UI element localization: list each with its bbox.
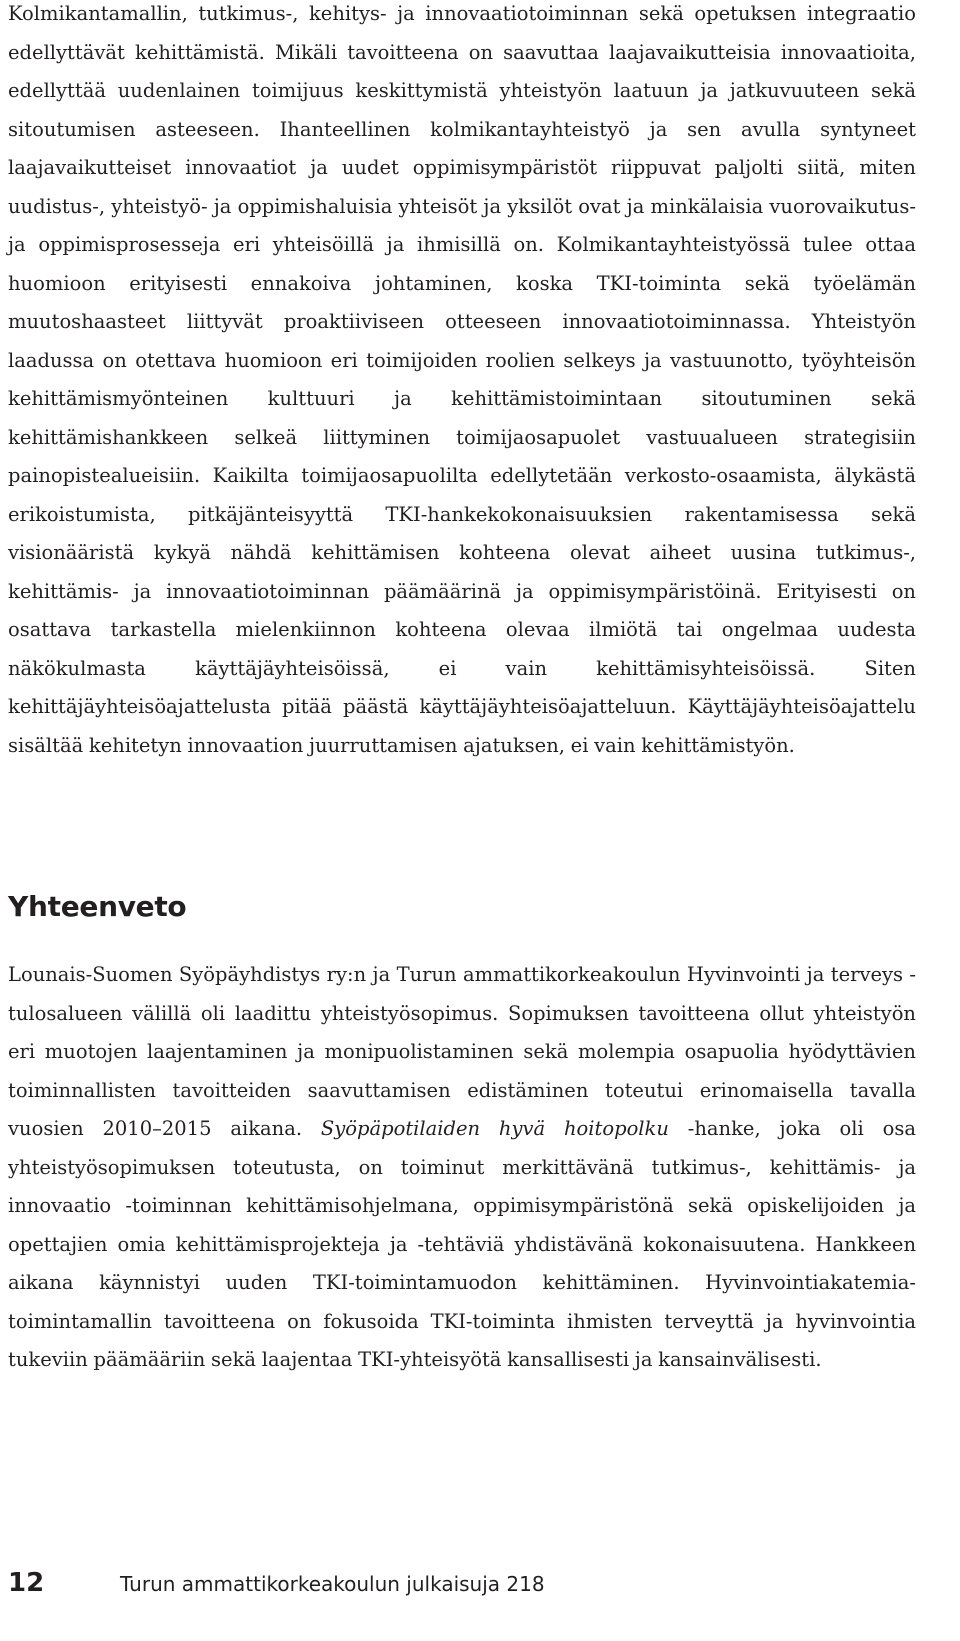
- body-paragraph-2: [8, 956, 916, 1380]
- body-paragraph-1: Kolmikantamallin, tutkimus-, kehitys- ja innovaatiotoiminnan sekä opetuksen integraatio edellyttävät kehittämistä. Mikäli tavoitteena on saavuttaa laajavaikutteisia innovaatioita, edellyttää uudenlainen toimijuus keskittymistä yhteistyön laatuun ja jatkuvuuteen sekä sitoutumisen asteeseen. Ihanteellinen kolmikantayhteistyö ja sen avulla syntyneet laajavaikutteiset innovaatiot ja uudet oppimisympäristöt riippuvat paljolti siitä, miten uudistus-, yhteistyö- ja oppimishaluisia yhteisöt ja yksilöt ovat ja minkälaisia vuorovaikutus- ja oppimisprosesseja eri yhteisöillä ja ihmisillä on. Kolmikantayhteistyössä tulee ottaa huomioon erityisesti ennakoiva johtaminen, koska TKI-toiminta sekä työelämän muutoshaasteet liittyvät proaktiiviseen otteeseen innovaatiotoiminnassa. Yhteistyön laadussa on otettava huomioon eri toimijoiden roolien selkeys ja vastuunotto, työyhteisön kehittämismyönteinen kulttuuri ja kehittämistoimintaan sitoutuminen sekä kehittämishankkeen selkeä liittyminen toimijaosapuolet vastuualueen strategisiin painopistealueisiin. Kaikilta toimijaosapuolilta edellytetään verkosto-osaamista, älykästä erikoistumista, pitkäjänteisyyttä TKI-hankekokonaisuuksien rakentamisessa sekä visionääristä kykyä nähdä kehittämisen kohteena olevat aiheet uusina tutkimus-, kehittämis- ja innovaatiotoiminnan päämäärinä ja oppimisympäristöinä. Erityisesti on osattava tarkastella mielenkiinnon kohteena olevaa ilmiötä tai ongelmaa uudesta näkökulmasta käyttäjäyhteisöissä, ei vain kehittämisyhteisöissä. Siten kehittäjäyhteisöajattelusta pitää päästä käyttäjäyhteisöajatteluun. Käyttäjäyhteisöajattelu sisältää kehitetyn innovaation juurruttamisen ajatuksen, ei vain kehittämistyön.: [8, 2, 916, 757]
- paragraph-2-text-b: -hanke, joka oli osa yhteistyösopimuksen toteutusta, on toiminut merkittävänä tutkimus-, kehittämis- ja innovaatio -toiminnan kehittämisohjelmana, oppimisympäristönä sekä opiskelijoiden ja opettajien omia kehittämisprojekteja ja -tehtäviä yhdistävänä kokonaisuutena. Hankkeen aikana käynnistyi uuden TKI-toimintamuodon kehittäminen. Hyvinvointiakatemia-toimintamallin tavoitteena on fokusoida TKI-toiminta ihmisten terveyttä ja hyvinvointia tukeviin päämääriin sekä laajentaa TKI-yhteisyötä kansallisesti ja kansainvälisesti.: [8, 1117, 916, 1371]
- page-number: 12: [8, 1568, 45, 1598]
- paragraph-2-text-a: Lounais-Suomen Syöpäyhdistys ry:n ja Turun ammattikorkeakoulun Hyvinvointi ja terveys - tulosalueen välillä oli laadittu yhteistyösopimus. Sopimuksen tavoitteena ollut yhteistyön eri muotojen laajentaminen ja monipuolistaminen sekä molempia osapuolia hyödyttävien toiminnallisten tavoitteiden saavuttamisen edistäminen toteutui erinomaisella tavalla vuosien 2010–2015 aikana.: [8, 963, 916, 1140]
- page-footer: [8, 1566, 545, 1600]
- project-name-italic: Syöpäpotilaiden hyvä hoitopolku: [320, 1117, 669, 1140]
- section-heading: Yhteenveto: [8, 890, 187, 923]
- document-page: [8, 0, 916, 1371]
- publication-series: Turun ammattikorkeakoulun julkaisuja 218: [120, 1572, 545, 1596]
